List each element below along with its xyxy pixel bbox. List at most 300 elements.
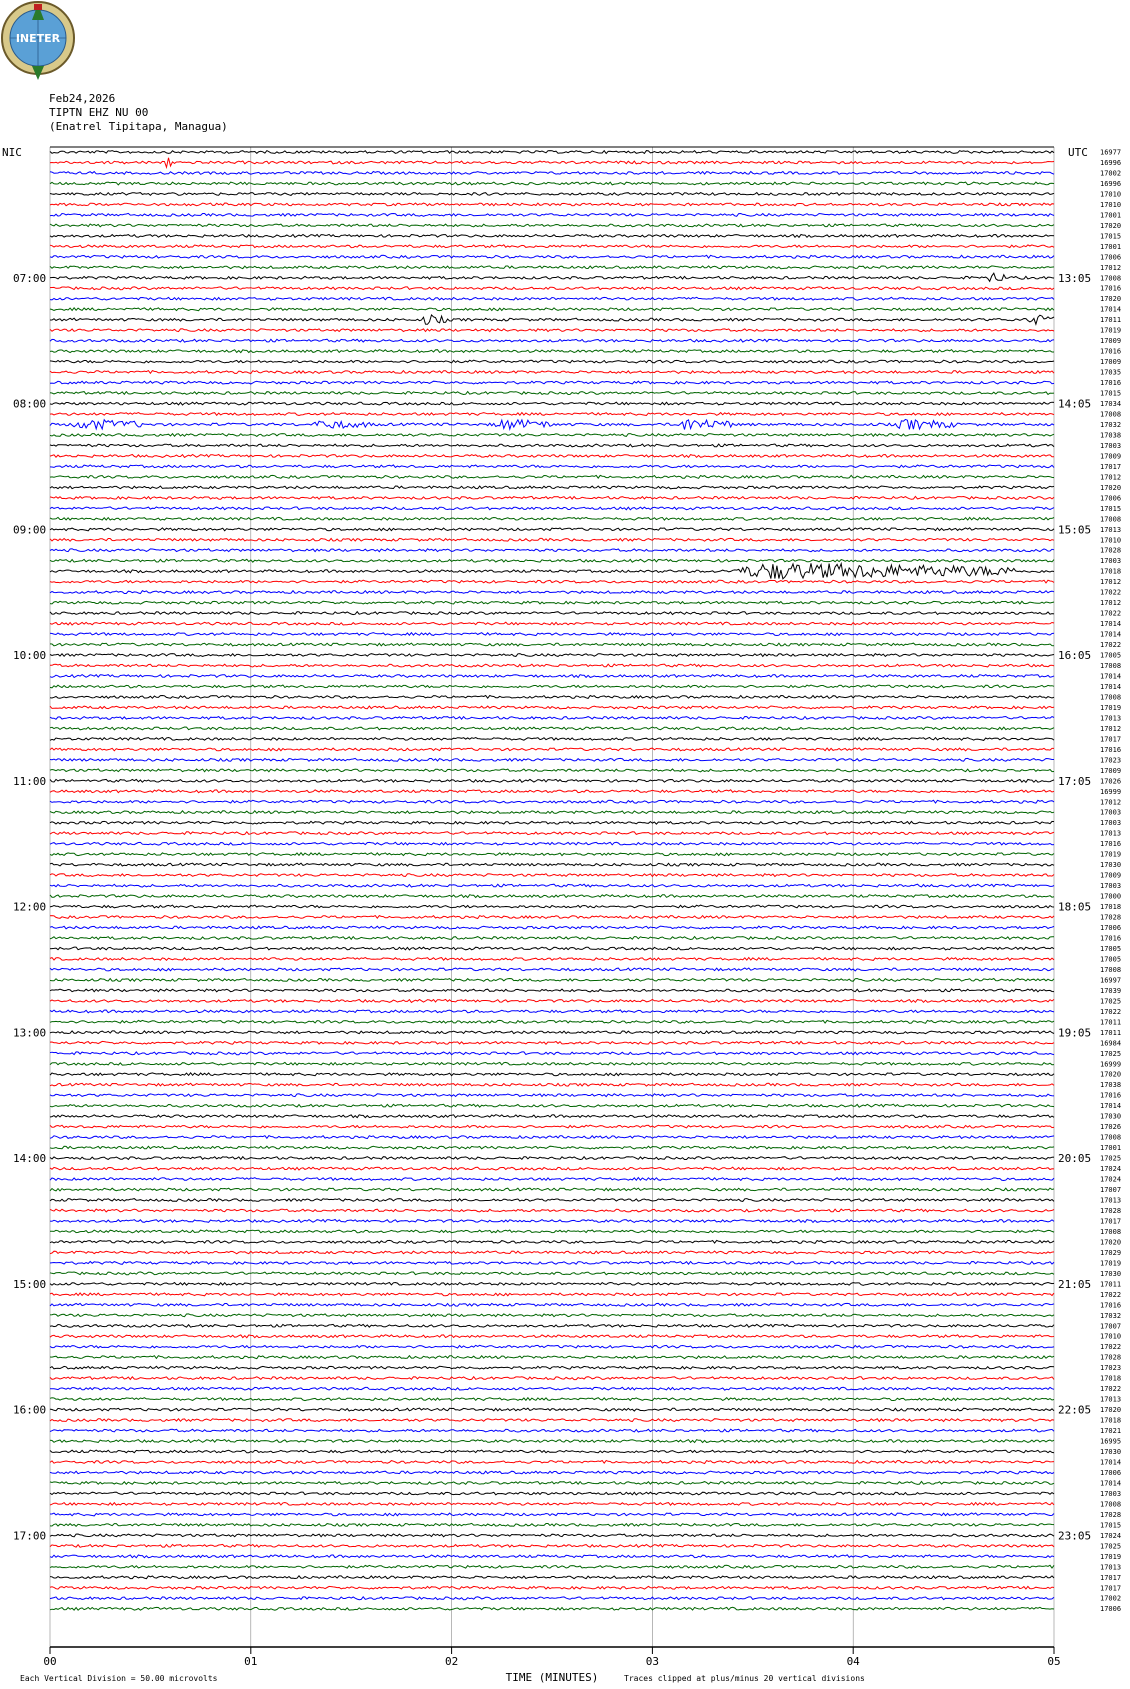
right-hour-14:05: 14:05 <box>1058 397 1092 411</box>
trace-65 <box>50 832 1054 835</box>
trace-107 <box>50 1272 1054 1275</box>
trace-69 <box>50 874 1054 877</box>
right-hour-20:05: 20:05 <box>1058 1152 1092 1166</box>
trace-23 <box>50 392 1054 395</box>
trace-count-40: 17018 <box>1100 567 1122 576</box>
trace-count-38: 17028 <box>1100 546 1122 555</box>
trace-74 <box>50 926 1054 929</box>
trace-count-25: 17008 <box>1100 410 1122 419</box>
trace-116 <box>50 1366 1054 1369</box>
trace-count-55: 17012 <box>1100 724 1122 733</box>
trace-count-35: 17008 <box>1100 515 1122 524</box>
trace-122 <box>50 1429 1054 1432</box>
trace-count-20: 17009 <box>1100 358 1122 367</box>
trace-94 <box>50 1136 1054 1139</box>
trace-count-0: 16977 <box>1100 148 1122 157</box>
trace-103 <box>50 1230 1054 1233</box>
trace-count-79: 16997 <box>1100 976 1122 985</box>
trace-19 <box>50 350 1054 353</box>
logo-text: INETER <box>15 32 61 45</box>
trace-12 <box>50 273 1054 281</box>
trace-79 <box>50 979 1054 982</box>
trace-35 <box>50 517 1054 520</box>
trace-88 <box>50 1073 1054 1076</box>
trace-84 <box>50 1031 1054 1034</box>
trace-111 <box>50 1314 1054 1317</box>
trace-134 <box>50 1555 1054 1558</box>
trace-57 <box>50 748 1054 751</box>
trace-68 <box>50 863 1054 866</box>
trace-25 <box>50 413 1054 416</box>
trace-count-128: 17003 <box>1100 1489 1122 1498</box>
right-hour-16:05: 16:05 <box>1058 649 1092 663</box>
trace-87 <box>50 1062 1054 1065</box>
left-hour-07:00: 07:00 <box>13 271 47 285</box>
trace-count-86: 17025 <box>1100 1049 1122 1058</box>
trace-count-113: 17010 <box>1100 1332 1122 1341</box>
trace-count-29: 17009 <box>1100 452 1122 461</box>
trace-85 <box>50 1041 1054 1044</box>
seismogram-traces <box>50 151 1054 1611</box>
trace-count-124: 17030 <box>1100 1448 1122 1457</box>
trace-46 <box>50 633 1054 636</box>
date-label: Feb24,2026 <box>49 92 116 105</box>
trace-count-121: 17018 <box>1100 1416 1122 1425</box>
trace-count-47: 17022 <box>1100 641 1122 650</box>
trace-38 <box>50 549 1054 552</box>
trace-114 <box>50 1345 1054 1348</box>
trace-count-68: 17030 <box>1100 861 1122 870</box>
trace-count-labels <box>1100 149 1121 1614</box>
trace-count-125: 17014 <box>1100 1458 1122 1467</box>
trace-115 <box>50 1356 1054 1359</box>
trace-126 <box>50 1471 1054 1474</box>
trace-count-123: 16995 <box>1100 1437 1122 1446</box>
right-hour-labels <box>1058 272 1091 1543</box>
trace-count-129: 17008 <box>1100 1500 1122 1509</box>
trace-count-117: 17018 <box>1100 1374 1122 1383</box>
trace-36 <box>50 528 1054 531</box>
trace-count-87: 16999 <box>1100 1060 1122 1069</box>
trace-count-60: 17026 <box>1100 777 1122 786</box>
trace-count-53: 17019 <box>1100 703 1122 712</box>
left-hour-11:00: 11:00 <box>13 774 47 788</box>
trace-count-84: 17011 <box>1100 1028 1122 1037</box>
trace-count-72: 17018 <box>1100 903 1122 912</box>
trace-7 <box>50 224 1054 227</box>
trace-count-102: 17017 <box>1100 1217 1122 1226</box>
trace-45 <box>50 622 1054 625</box>
right-hour-17:05: 17:05 <box>1058 774 1092 788</box>
trace-105 <box>50 1251 1054 1254</box>
trace-count-98: 17024 <box>1100 1175 1122 1184</box>
trace-count-9: 17001 <box>1100 242 1122 251</box>
trace-count-107: 17030 <box>1100 1269 1122 1278</box>
trace-108 <box>50 1283 1054 1286</box>
trace-count-137: 17017 <box>1100 1584 1122 1593</box>
trace-count-13: 17016 <box>1100 284 1122 293</box>
trace-109 <box>50 1293 1054 1296</box>
trace-count-115: 17028 <box>1100 1353 1122 1362</box>
left-timezone-label: NIC <box>2 146 22 159</box>
location-label: (Enatrel Tipitapa, Managua) <box>49 120 228 133</box>
trace-22 <box>50 381 1054 384</box>
x-tick-label-05: 05 <box>1047 1655 1061 1668</box>
trace-106 <box>50 1262 1054 1265</box>
trace-62 <box>50 800 1054 803</box>
trace-count-46: 17014 <box>1100 630 1122 639</box>
right-hour-13:05: 13:05 <box>1058 271 1092 285</box>
trace-count-76: 17005 <box>1100 944 1122 953</box>
trace-count-77: 17005 <box>1100 955 1122 964</box>
trace-81 <box>50 999 1054 1002</box>
trace-count-132: 17024 <box>1100 1531 1122 1540</box>
trace-72 <box>50 905 1054 908</box>
x-tick-label-03: 03 <box>645 1655 660 1668</box>
trace-24 <box>50 402 1054 405</box>
left-hour-13:00: 13:00 <box>13 1026 47 1040</box>
trace-64 <box>50 821 1054 824</box>
trace-count-101: 17028 <box>1100 1206 1122 1215</box>
trace-count-66: 17016 <box>1100 840 1122 849</box>
trace-count-99: 17007 <box>1100 1186 1122 1195</box>
trace-39 <box>50 559 1054 562</box>
trace-count-139: 17006 <box>1100 1605 1122 1614</box>
trace-18 <box>50 339 1054 342</box>
trace-count-16: 17011 <box>1100 316 1122 325</box>
trace-34 <box>50 507 1054 510</box>
trace-33 <box>50 496 1054 499</box>
trace-15 <box>50 308 1054 311</box>
trace-count-18: 17009 <box>1100 337 1122 346</box>
x-tick-label-00: 00 <box>43 1655 57 1668</box>
clip-note: Traces clipped at plus/minus 20 vertical divisions <box>624 1674 865 1683</box>
trace-count-22: 17016 <box>1100 379 1122 388</box>
trace-104 <box>50 1240 1054 1243</box>
trace-1 <box>50 158 1054 168</box>
trace-125 <box>50 1461 1054 1464</box>
trace-2 <box>50 172 1054 175</box>
trace-count-133: 17025 <box>1100 1542 1122 1551</box>
trace-count-63: 17003 <box>1100 808 1122 817</box>
trace-count-59: 17009 <box>1100 766 1122 775</box>
trace-count-120: 17020 <box>1100 1406 1122 1415</box>
trace-50 <box>50 675 1054 678</box>
trace-count-45: 17014 <box>1100 620 1122 629</box>
trace-47 <box>50 643 1054 646</box>
trace-count-80: 17039 <box>1100 986 1122 995</box>
trace-count-17: 17019 <box>1100 326 1122 335</box>
left-hour-17:00: 17:00 <box>13 1529 47 1543</box>
trace-count-127: 17014 <box>1100 1479 1122 1488</box>
trace-119 <box>50 1398 1054 1401</box>
trace-count-74: 17006 <box>1100 924 1122 933</box>
trace-51 <box>50 685 1054 688</box>
trace-count-67: 17019 <box>1100 850 1122 859</box>
trace-count-24: 17034 <box>1100 400 1122 409</box>
right-hour-15:05: 15:05 <box>1058 523 1092 537</box>
trace-78 <box>50 968 1054 971</box>
trace-count-51: 17014 <box>1100 682 1122 691</box>
trace-count-14: 17020 <box>1100 295 1122 304</box>
station-label: TIPTN EHZ NU 00 <box>49 106 149 119</box>
trace-59 <box>50 769 1054 772</box>
trace-count-19: 17016 <box>1100 347 1122 356</box>
trace-55 <box>50 727 1054 730</box>
left-hour-15:00: 15:00 <box>13 1277 47 1291</box>
trace-count-52: 17008 <box>1100 693 1122 702</box>
trace-count-7: 17020 <box>1100 221 1122 230</box>
trace-17 <box>50 329 1054 332</box>
trace-count-11: 17012 <box>1100 263 1122 272</box>
left-hour-16:00: 16:00 <box>13 1403 47 1417</box>
right-hour-21:05: 21:05 <box>1058 1277 1092 1291</box>
right-hour-19:05: 19:05 <box>1058 1026 1092 1040</box>
trace-138 <box>50 1597 1054 1600</box>
trace-27 <box>50 434 1054 437</box>
trace-count-61: 16999 <box>1100 787 1122 796</box>
trace-63 <box>50 811 1054 814</box>
trace-count-131: 17015 <box>1100 1521 1122 1530</box>
trace-90 <box>50 1094 1054 1097</box>
trace-count-106: 17019 <box>1100 1259 1122 1268</box>
trace-count-94: 17008 <box>1100 1133 1122 1142</box>
trace-count-30: 17017 <box>1100 462 1122 471</box>
trace-70 <box>50 884 1054 887</box>
trace-43 <box>50 601 1054 604</box>
trace-44 <box>50 612 1054 615</box>
left-hour-08:00: 08:00 <box>13 397 47 411</box>
trace-30 <box>50 465 1054 468</box>
trace-139 <box>50 1607 1054 1610</box>
trace-67 <box>50 853 1054 856</box>
x-tick-label-04: 04 <box>846 1655 860 1668</box>
trace-count-73: 17028 <box>1100 913 1122 922</box>
left-hour-09:00: 09:00 <box>13 523 47 537</box>
trace-131 <box>50 1523 1054 1526</box>
trace-6 <box>50 213 1054 216</box>
trace-16 <box>50 315 1054 324</box>
trace-89 <box>50 1083 1054 1086</box>
trace-count-75: 17016 <box>1100 934 1122 943</box>
trace-count-56: 17017 <box>1100 735 1122 744</box>
trace-41 <box>50 580 1054 583</box>
trace-count-71: 17000 <box>1100 892 1122 901</box>
trace-count-37: 17010 <box>1100 536 1122 545</box>
trace-count-1: 16996 <box>1100 158 1122 167</box>
trace-count-34: 17015 <box>1100 504 1122 513</box>
trace-120 <box>50 1408 1054 1411</box>
trace-37 <box>50 538 1054 541</box>
trace-100 <box>50 1199 1054 1202</box>
trace-123 <box>50 1440 1054 1443</box>
trace-118 <box>50 1387 1054 1390</box>
trace-count-83: 17011 <box>1100 1018 1122 1027</box>
trace-61 <box>50 790 1054 793</box>
trace-count-5: 17010 <box>1100 200 1122 209</box>
trace-count-116: 17023 <box>1100 1364 1122 1373</box>
trace-count-103: 17008 <box>1100 1227 1122 1236</box>
trace-56 <box>50 738 1054 741</box>
trace-82 <box>50 1010 1054 1013</box>
trace-count-12: 17008 <box>1100 274 1122 283</box>
trace-count-134: 17019 <box>1100 1552 1122 1561</box>
trace-count-108: 17011 <box>1100 1280 1122 1289</box>
trace-95 <box>50 1146 1054 1149</box>
trace-count-64: 17003 <box>1100 819 1122 828</box>
trace-count-126: 17006 <box>1100 1468 1122 1477</box>
trace-count-44: 17022 <box>1100 609 1122 618</box>
trace-77 <box>50 958 1054 961</box>
trace-count-93: 17026 <box>1100 1123 1122 1132</box>
trace-count-42: 17022 <box>1100 588 1122 597</box>
trace-count-70: 17003 <box>1100 882 1122 891</box>
trace-49 <box>50 664 1054 667</box>
trace-count-15: 17014 <box>1100 305 1122 314</box>
trace-133 <box>50 1544 1054 1547</box>
trace-count-92: 17030 <box>1100 1112 1122 1121</box>
trace-count-81: 17025 <box>1100 997 1122 1006</box>
trace-count-78: 17008 <box>1100 965 1122 974</box>
trace-8 <box>50 234 1054 237</box>
trace-count-69: 17009 <box>1100 871 1122 880</box>
trace-40 <box>50 563 1054 579</box>
trace-83 <box>50 1020 1054 1023</box>
trace-count-135: 17013 <box>1100 1563 1122 1572</box>
trace-count-32: 17020 <box>1100 483 1122 492</box>
trace-count-82: 17022 <box>1100 1007 1122 1016</box>
trace-32 <box>50 486 1054 489</box>
trace-97 <box>50 1167 1054 1170</box>
trace-110 <box>50 1303 1054 1306</box>
trace-48 <box>50 654 1054 657</box>
trace-92 <box>50 1115 1054 1118</box>
trace-count-39: 17003 <box>1100 557 1122 566</box>
trace-count-119: 17013 <box>1100 1395 1122 1404</box>
left-hour-10:00: 10:00 <box>13 649 47 663</box>
trace-113 <box>50 1335 1054 1338</box>
trace-count-118: 17022 <box>1100 1385 1122 1394</box>
trace-21 <box>50 371 1054 374</box>
x-axis-label: TIME (MINUTES) <box>505 1671 599 1684</box>
trace-60 <box>50 779 1054 782</box>
trace-99 <box>50 1188 1054 1191</box>
trace-42 <box>50 591 1054 594</box>
trace-5 <box>50 203 1054 206</box>
trace-137 <box>50 1586 1054 1589</box>
trace-count-88: 17020 <box>1100 1070 1122 1079</box>
trace-66 <box>50 842 1054 845</box>
right-hour-23:05: 23:05 <box>1058 1529 1092 1543</box>
trace-count-122: 17021 <box>1100 1427 1122 1436</box>
trace-127 <box>50 1482 1054 1485</box>
trace-count-50: 17014 <box>1100 672 1122 681</box>
trace-count-41: 17012 <box>1100 578 1122 587</box>
trace-count-49: 17008 <box>1100 662 1122 671</box>
trace-count-8: 17015 <box>1100 232 1122 241</box>
trace-117 <box>50 1377 1054 1380</box>
trace-10 <box>50 255 1054 258</box>
trace-75 <box>50 937 1054 940</box>
trace-count-62: 17012 <box>1100 798 1122 807</box>
trace-count-23: 17015 <box>1100 389 1122 398</box>
trace-count-28: 17003 <box>1100 441 1122 450</box>
trace-98 <box>50 1178 1054 1181</box>
trace-count-104: 17020 <box>1100 1238 1122 1247</box>
left-hour-12:00: 12:00 <box>13 900 47 914</box>
trace-count-97: 17024 <box>1100 1165 1122 1174</box>
trace-86 <box>50 1052 1054 1055</box>
right-hour-22:05: 22:05 <box>1058 1403 1092 1417</box>
trace-58 <box>50 758 1054 761</box>
trace-count-138: 17002 <box>1100 1594 1122 1603</box>
trace-132 <box>50 1534 1054 1537</box>
trace-4 <box>50 193 1054 196</box>
trace-count-43: 17012 <box>1100 599 1122 608</box>
trace-count-58: 17023 <box>1100 756 1122 765</box>
trace-9 <box>50 245 1054 248</box>
trace-129 <box>50 1503 1054 1506</box>
right-hour-18:05: 18:05 <box>1058 900 1092 914</box>
trace-count-95: 17001 <box>1100 1144 1122 1153</box>
trace-count-100: 17013 <box>1100 1196 1122 1205</box>
trace-count-96: 17025 <box>1100 1154 1122 1163</box>
x-axis-ticks <box>43 1647 1060 1668</box>
trace-count-31: 17012 <box>1100 473 1122 482</box>
trace-80 <box>50 989 1054 992</box>
trace-136 <box>50 1576 1054 1579</box>
trace-76 <box>50 947 1054 950</box>
trace-3 <box>50 182 1054 185</box>
trace-11 <box>50 266 1054 269</box>
trace-count-57: 17016 <box>1100 745 1122 754</box>
trace-28 <box>50 444 1054 447</box>
trace-112 <box>50 1324 1054 1327</box>
trace-count-48: 17005 <box>1100 651 1122 660</box>
trace-count-3: 16996 <box>1100 179 1122 188</box>
trace-130 <box>50 1513 1054 1516</box>
trace-count-91: 17014 <box>1100 1102 1122 1111</box>
trace-54 <box>50 717 1054 720</box>
trace-count-130: 17028 <box>1100 1510 1122 1519</box>
trace-121 <box>50 1419 1054 1422</box>
trace-71 <box>50 895 1054 898</box>
trace-124 <box>50 1450 1054 1453</box>
trace-73 <box>50 916 1054 919</box>
trace-count-109: 17022 <box>1100 1290 1122 1299</box>
trace-96 <box>50 1157 1054 1160</box>
trace-count-105: 17029 <box>1100 1248 1122 1257</box>
trace-count-114: 17022 <box>1100 1343 1122 1352</box>
trace-count-21: 17035 <box>1100 368 1122 377</box>
trace-count-111: 17032 <box>1100 1311 1122 1320</box>
trace-count-136: 17017 <box>1100 1573 1122 1582</box>
trace-count-26: 17032 <box>1100 420 1122 429</box>
trace-102 <box>50 1220 1054 1223</box>
trace-count-65: 17013 <box>1100 829 1122 838</box>
trace-count-112: 17007 <box>1100 1322 1122 1331</box>
x-tick-label-01: 01 <box>244 1655 258 1668</box>
trace-count-4: 17010 <box>1100 190 1122 199</box>
trace-31 <box>50 475 1054 478</box>
trace-14 <box>50 297 1054 300</box>
scale-note: Each Vertical Division = 50.00 microvolts <box>20 1674 218 1683</box>
trace-count-85: 16984 <box>1100 1039 1122 1048</box>
trace-29 <box>50 455 1054 458</box>
trace-20 <box>50 360 1054 363</box>
trace-101 <box>50 1209 1054 1212</box>
trace-count-89: 17038 <box>1100 1081 1122 1090</box>
